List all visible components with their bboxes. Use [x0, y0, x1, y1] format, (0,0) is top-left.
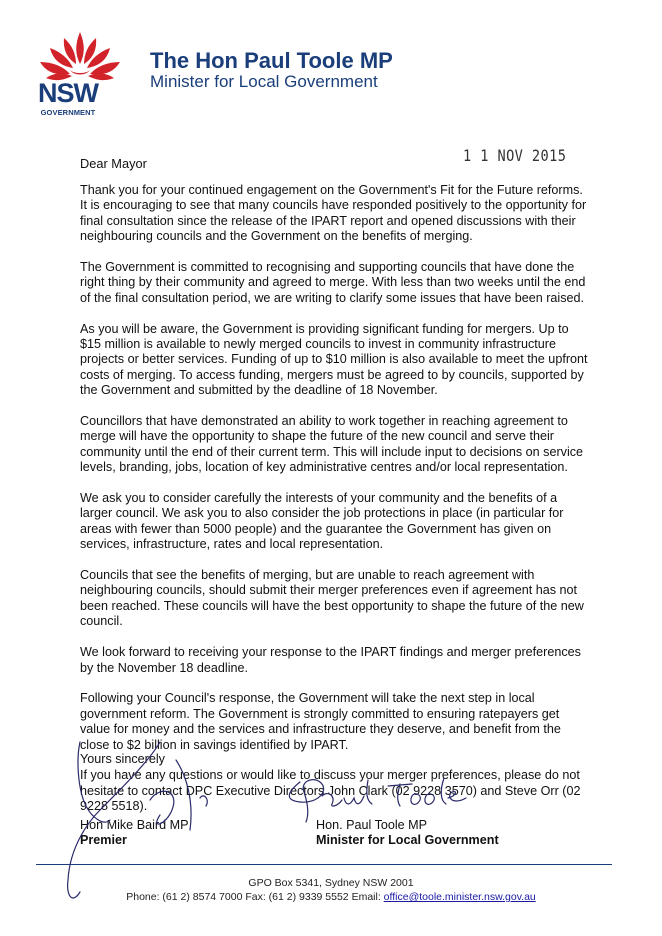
paragraph: Thank you for your continued engagement on the Government's Fit for the Future reforms. It is encouraging to see that many councils have responded positively to the opportunity for final consultation since the release of the IPART report and opened discussions with their neighbouring councils and the Government on the benefits of merging. [80, 183, 587, 244]
footer-divider [36, 864, 612, 865]
paragraph: We look forward to receiving your response to the IPART findings and merger preferences by the November 18 deadline. [80, 645, 581, 675]
letterhead-minister-title: Minister for Local Government [150, 72, 378, 91]
footer-address: GPO Box 5341, Sydney NSW 2001 [248, 877, 414, 889]
paragraph: As you will be aware, the Government is providing significant funding for mergers. Up to $15 million is available to newly merged councils to invest in community infrastructure projects or better services. Funding of up to $10 million is also available to meet the upfront costs of merging. To access funding, mergers must be agreed to by councils, supported by the Government and submitted by the deadline of 18 November. [80, 321, 588, 398]
signatory-name: Hon Mike Baird MP [80, 818, 189, 832]
footer-phone-fax: Phone: (61 2) 8574 7000 Fax: (61 2) 9339 5552 Email: [126, 891, 384, 903]
paragraph: Councillors that have demonstrated an ability to work together in reaching agreement to merge will have the opportunity to shape the future of the new council and serve their community until the end of their current term. This will include input to decisions on service levels, branding, jobs, location of key administrative centres and/or local representation. [80, 414, 584, 475]
signatory-name: Hon. Paul Toole MP [316, 818, 428, 832]
paragraph: We ask you to consider carefully the interests of your community and the benefits of a larger council. We ask you to also consider the job protections in place (in particular for areas with fewer than 5000 people) and the guarantee the Government has given on services, infrastructure, rates and local representation. [80, 491, 564, 552]
closing: Yours sincerely [80, 752, 165, 766]
signatory-premier [80, 818, 188, 849]
paragraph: If you have any questions or would like to discuss your merger preferences, please do not hesitate to contact DPC Executive Directors John Clark (02 9228 3570) and Steve Orr (02 9228 5518). [80, 768, 581, 814]
signatory-minister [316, 818, 499, 849]
signatory-role: Premier [80, 833, 127, 848]
signatory-role: Minister for Local Government [316, 833, 499, 848]
paragraph: Councils that see the benefits of merging, but are unable to reach agreement with neighbouring councils, should submit their merger preferences even if agreement has not been reached. These councils will have the best opportunity to shape the future of the new council. [80, 568, 584, 629]
footer-email-link[interactable]: office@toole.minister.nsw.gov.au [383, 891, 536, 903]
logo-wordmark: NSW [38, 78, 98, 108]
letterhead-minister-name: The Hon Paul Toole MP [150, 48, 393, 73]
logo-subtext: GOVERNMENT [40, 108, 96, 117]
paragraph: Following your Council's response, the Government will take the next step in local government reform. The Government is strongly committed to ensuring ratepayers get value for money and the services and infrastructure they deserve, and benefit from the close to $2 billion in savings identified by IPART. [80, 691, 561, 752]
date-stamp: 1 1 NOV 2015 [463, 146, 567, 165]
paragraph: The Government is committed to recognising and supporting councils that have done the right thing by their community and agreed to merge. With less than two weeks until the end of the final consultation period, we are writing to clarify some issues that have been raised. [80, 260, 586, 305]
letter-body [80, 183, 590, 830]
salutation: Dear Mayor [80, 156, 147, 171]
footer-contact [0, 891, 662, 903]
